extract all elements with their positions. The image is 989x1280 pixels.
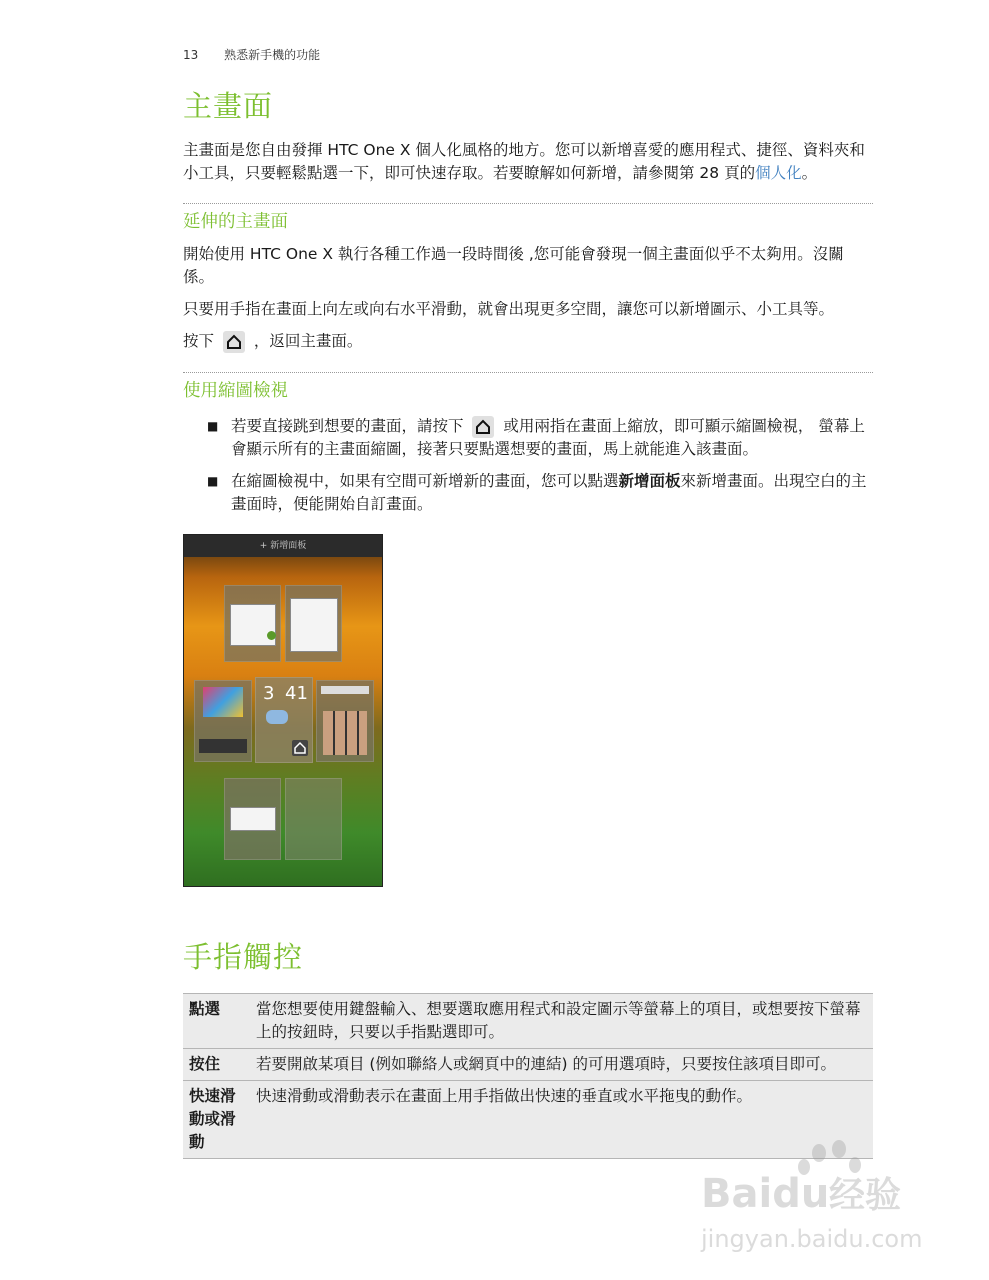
extended-paragraph-1: 開始使用 HTC One X 執行各種工作過一段時間後 ,您可能會發現一個主畫面似乎不太夠用。沒關係。: [183, 245, 844, 286]
clock-hour: 3: [263, 683, 275, 704]
bullet-item-1: [231, 415, 873, 461]
watermark-brand: Baidu: [701, 1171, 830, 1217]
panel-thumbnail[interactable]: [194, 680, 252, 762]
extended-paragraph-3: [183, 330, 873, 353]
intro-text: 主畫面是您自由發揮 HTC One X 個人化風格的地方。您可以新增喜愛的應用程式、捷徑、資料夾和小工具，只要輕鬆點選一下，即可快速存取。若要瞭解如何新增，請參閱第 28 頁的: [183, 141, 865, 182]
personalize-link[interactable]: 個人化: [755, 164, 802, 182]
intro-end: 。: [801, 164, 818, 182]
watermark-url: jingyan.baidu.com: [701, 1225, 923, 1253]
section-title-home: 主畫面: [183, 89, 274, 123]
section-title-finger-gestures: 手指觸控: [183, 940, 304, 974]
thumbnail-view-screenshot: [183, 534, 383, 887]
music-album-art: [203, 687, 243, 717]
gesture-description: 當您想要使用鍵盤輸入、想要選取應用程式和設定圖示等螢幕上的項目，或想要按下螢幕上的按鈕時，只要以手指點選即可。: [256, 1000, 861, 1041]
bullet2-text: 在縮圖檢視中，如果有空間可新增新的畫面，您可以點選: [231, 472, 619, 490]
watermark-brand-cn: 经验: [829, 1175, 902, 1216]
press-text: 按下: [183, 332, 215, 350]
gesture-term: 快速滑動或滑動: [189, 1087, 236, 1151]
home-icon: [223, 331, 245, 353]
clock-minute: 41: [285, 683, 308, 704]
return-home-text: ，返回主畫面。: [253, 332, 363, 350]
home-icon: [292, 740, 308, 756]
baidu-watermark: [699, 1135, 929, 1265]
page-number: 13: [183, 48, 199, 62]
gesture-term: 按住: [189, 1055, 221, 1073]
gesture-term: 點選: [189, 1000, 221, 1018]
widget-card: [290, 598, 338, 652]
bullet1-text: 若要直接跳到想要的畫面，請按下: [231, 417, 464, 435]
panel-thumbnail[interactable]: [224, 778, 281, 860]
panel-thumbnail[interactable]: [285, 585, 342, 662]
empty-panel-thumbnail[interactable]: [285, 778, 342, 860]
home-icon: [472, 416, 494, 438]
intro-paragraph: [183, 139, 873, 185]
music-controls: [199, 739, 247, 753]
gesture-description: 快速滑動或滑動表示在畫面上用手指做出快速的垂直或水平拖曳的動作。: [256, 1087, 753, 1105]
widget-card: [230, 807, 276, 831]
chapter-title: 熟悉新手機的功能: [224, 48, 321, 62]
bullet2-text-cont: 來新增畫面。出現空白的主畫面時，便能開始自訂畫面。: [231, 472, 867, 513]
extended-paragraph-2: 只要用手指在畫面上向左或向右水平滑動，就會出現更多空間，讓您可以新增圖示、小工具等。: [183, 300, 835, 318]
add-icon: [267, 631, 276, 640]
main-panel-thumbnail[interactable]: [255, 677, 313, 763]
bullet-marker-2: ■: [207, 474, 219, 488]
bullet-item-2: [231, 470, 873, 516]
add-panel-term: 新增面板: [618, 472, 681, 490]
gesture-description: 若要開啟某項目 (例如聯絡人或網頁中的連結) 的可用選項時，只要按住該項目即可。: [256, 1055, 836, 1073]
bullet-marker-1: ■: [207, 419, 219, 433]
panel-thumbnail[interactable]: [316, 680, 374, 762]
bullet1-text-cont: 或用兩指在畫面上縮放，即可顯示縮圖檢視， 螢幕上會顯示所有的主畫面縮圖，接著只要點選想要的畫面，馬上就能進入該畫面。: [231, 417, 865, 458]
running-header: [183, 46, 320, 63]
panel-thumbnail[interactable]: [224, 585, 281, 662]
section-title-extended: 延伸的主畫面: [183, 203, 873, 233]
contacts-widget: [323, 711, 367, 755]
table-row: [183, 994, 873, 1049]
weather-icon: [266, 710, 288, 724]
search-bar: [321, 686, 369, 694]
add-panel-bar[interactable]: + 新增面板: [184, 535, 382, 557]
section-title-thumbnail: 使用縮圖檢視: [183, 372, 873, 402]
table-row: [183, 1049, 873, 1081]
